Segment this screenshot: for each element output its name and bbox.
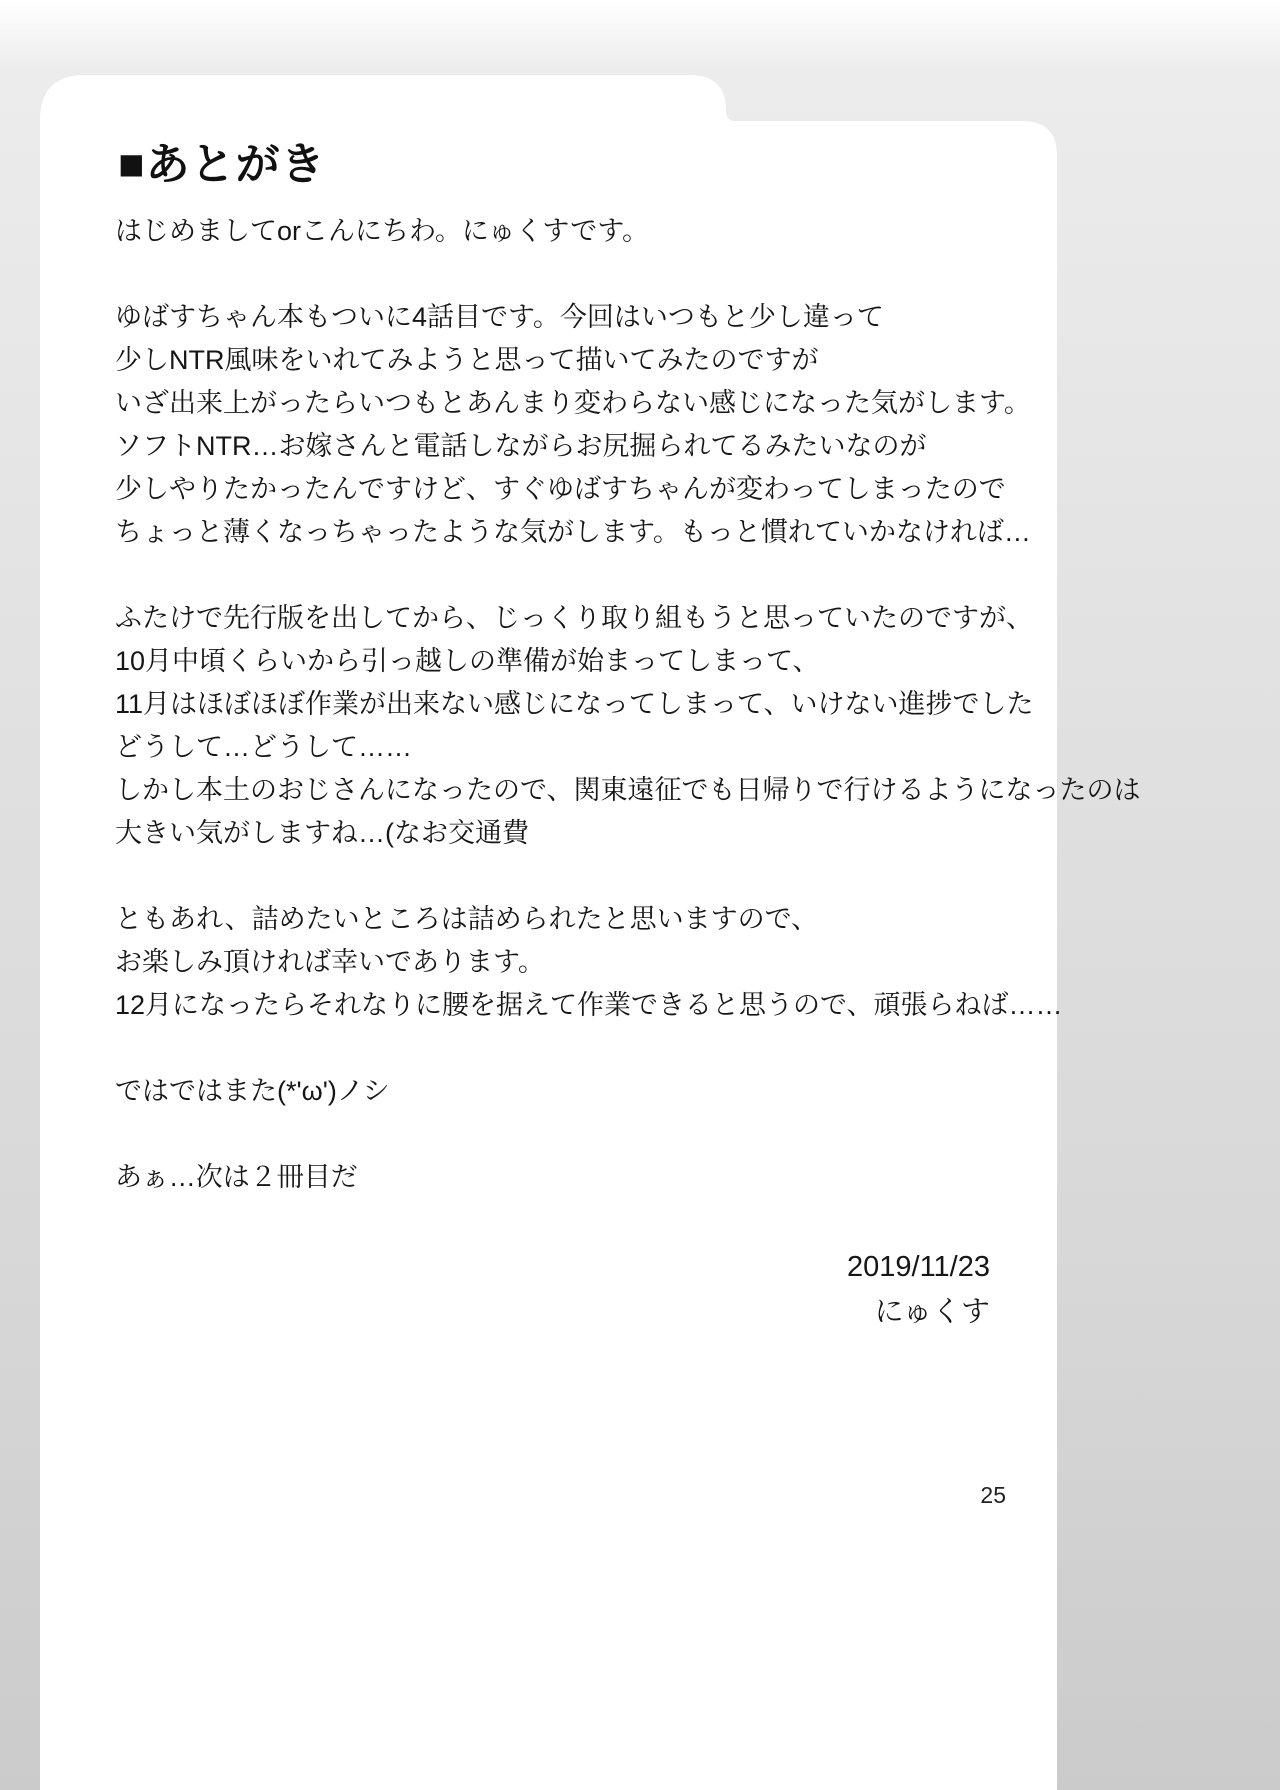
body-line: 大きい気がしますね…(なお交通費 (115, 818, 529, 848)
paragraph (115, 597, 1141, 855)
paragraph (115, 898, 1063, 1027)
afterword-body (115, 210, 1141, 1242)
page-number: 25 (980, 1482, 1006, 1508)
signoff-block (847, 1245, 990, 1335)
body-line: 10月中頃くらいから引っ越しの準備が始まってしまって、 (115, 646, 820, 676)
body-line: ともあれ、詰めたいところは詰められたと思いますので、 (115, 904, 819, 934)
body-line: 12月になったらそれなりに腰を据えて作業できると思うので、頑張らねば…… (115, 990, 1063, 1020)
body-line: 少しNTR風味をいれてみようと思って描いてみたのですが (115, 345, 819, 375)
body-line: お楽しみ頂ければ幸いであります。 (115, 947, 545, 977)
body-line: はじめましてorこんにちわ。にゅくすです。 (115, 216, 650, 246)
body-line: しかし本土のおじさんになったので、関東遠征でも日帰りで行けるようになったのは (115, 775, 1141, 805)
paragraph (115, 210, 1015, 253)
signoff-author: にゅくす (874, 1296, 990, 1328)
paragraph (115, 1156, 1015, 1199)
body-line: どうして…どうして…… (115, 732, 412, 762)
paragraph (115, 296, 1031, 554)
body-line: ゆばすちゃん本もついに4話目です。今回はいつもと少し違って (115, 302, 884, 332)
body-line: 少しやりたかったんですけど、すぐゆばすちゃんが変わってしまったので (115, 474, 1006, 504)
body-line: あぁ…次は２冊目だ (115, 1162, 358, 1192)
paragraph (115, 1070, 1015, 1113)
afterword-title: ■あとがき (118, 140, 326, 189)
body-line: 11月はほぼほぼ作業が出来ない感じになってしまって、いけない進捗でした (115, 689, 1034, 719)
body-line: いざ出来上がったらいつもとあんまり変わらない感じになった気がします。 (115, 388, 1031, 418)
signoff-date: 2019/11/23 (847, 1251, 990, 1283)
body-line: ソフトNTR…お嫁さんと電話しながらお尻掘られてるみたいなのが (115, 431, 927, 461)
body-line: ではではまた(*'ω')ノシ (115, 1076, 390, 1106)
body-line: ちょっと薄くなっちゃったような気がします。もっと慣れていかなければ… (115, 517, 1031, 547)
body-line: ふたけで先行版を出してから、じっくり取り組もうと思っていたのですが、 (115, 603, 1033, 633)
